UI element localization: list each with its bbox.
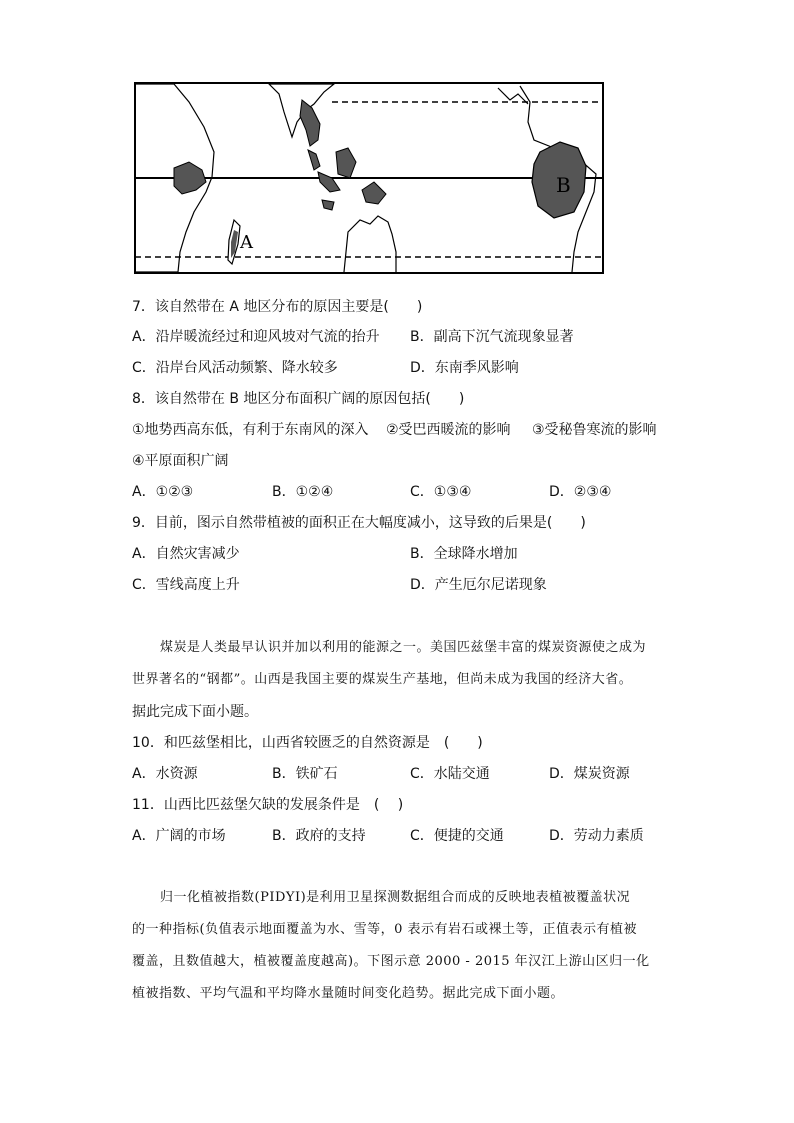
q7-option-c[interactable]: C．沿岸台风活动频繁、降水较多 xyxy=(132,360,338,376)
q10-option-c[interactable]: C．水陆交通 xyxy=(410,766,490,782)
q8-statement-3: ③受秘鲁寒流的影响 xyxy=(532,422,657,438)
passage1-line1: 煤炭是人类最早认识并加以利用的能源之一。美国匹兹堡丰富的煤炭资源使之成为 xyxy=(160,640,647,655)
q11-option-c[interactable]: C．便捷的交通 xyxy=(410,828,504,844)
passage1-line3: 据此完成下面小题。 xyxy=(132,704,258,720)
q8-stem: 8．该自然带在 B 地区分布面积广阔的原因包括( ) xyxy=(132,391,465,407)
passage2-line1: 归一化植被指数(PIDYI)是利用卫星探测数据组合而成的反映地表植被覆盖状况 xyxy=(160,890,631,905)
q8-option-a[interactable]: A．①②③ xyxy=(132,484,194,500)
passage2-line4: 植被指数、平均气温和平均降水量随时间变化趋势。据此完成下面小题。 xyxy=(132,986,565,1001)
q8-statement-1: ①地势西高东低，有利于东南风的深入 xyxy=(132,422,369,438)
q10-stem: 10．和匹兹堡相比，山西省较匮乏的自然资源是 ( ) xyxy=(132,735,483,751)
q7-option-d[interactable]: D．东南季风影响 xyxy=(410,360,519,376)
label-a: A xyxy=(240,232,253,253)
q10-option-a[interactable]: A．水资源 xyxy=(132,766,198,782)
q9-stem: 9．目前，图示自然带植被的面积正在大幅度减小，这导致的后果是( ) xyxy=(132,515,586,531)
world-map-figure xyxy=(134,82,604,274)
q7-stem: 7．该自然带在 A 地区分布的原因主要是( ) xyxy=(132,299,423,315)
q10-option-d[interactable]: D．煤炭资源 xyxy=(549,766,630,782)
passage2-line2: 的一种指标(负值表示地面覆盖为水、雪等，0 表示有岩石或裸土等，正值表示有植被 xyxy=(132,922,637,937)
q8-statement-4: ④平原面积广阔 xyxy=(132,453,229,469)
q11-option-d[interactable]: D．劳动力素质 xyxy=(549,828,644,844)
q9-option-d[interactable]: D．产生厄尔尼诺现象 xyxy=(410,577,547,593)
q8-option-c[interactable]: C．①③④ xyxy=(410,484,472,500)
q9-option-a[interactable]: A．自然灾害减少 xyxy=(132,546,240,562)
q11-option-a[interactable]: A．广阔的市场 xyxy=(132,828,226,844)
passage1-line2: 世界著名的“钢都”。山西是我国主要的煤炭生产基地，但尚未成为我国的经济大省。 xyxy=(132,672,633,687)
q7-option-a[interactable]: A．沿岸暖流经过和迎风坡对气流的抬升 xyxy=(132,329,380,345)
q9-option-c[interactable]: C．雪线高度上升 xyxy=(132,577,240,593)
label-b: B xyxy=(556,173,571,197)
q11-option-b[interactable]: B．政府的支持 xyxy=(272,828,366,844)
q10-option-b[interactable]: B．铁矿石 xyxy=(272,766,338,782)
q7-option-b[interactable]: B．副高下沉气流现象显著 xyxy=(410,329,574,345)
q8-statement-2: ②受巴西暖流的影响 xyxy=(386,422,511,438)
q11-stem: 11．山西比匹兹堡欠缺的发展条件是 ( ) xyxy=(132,797,404,813)
passage2-line3: 覆盖，且数值越大，植被覆盖度越高)。下图示意 2000 - 2015 年汉江上游山区归一化 xyxy=(132,954,650,969)
q9-option-b[interactable]: B．全球降水增加 xyxy=(410,546,518,562)
q8-option-d[interactable]: D．②③④ xyxy=(549,484,612,500)
q8-option-b[interactable]: B．①②④ xyxy=(272,484,334,500)
